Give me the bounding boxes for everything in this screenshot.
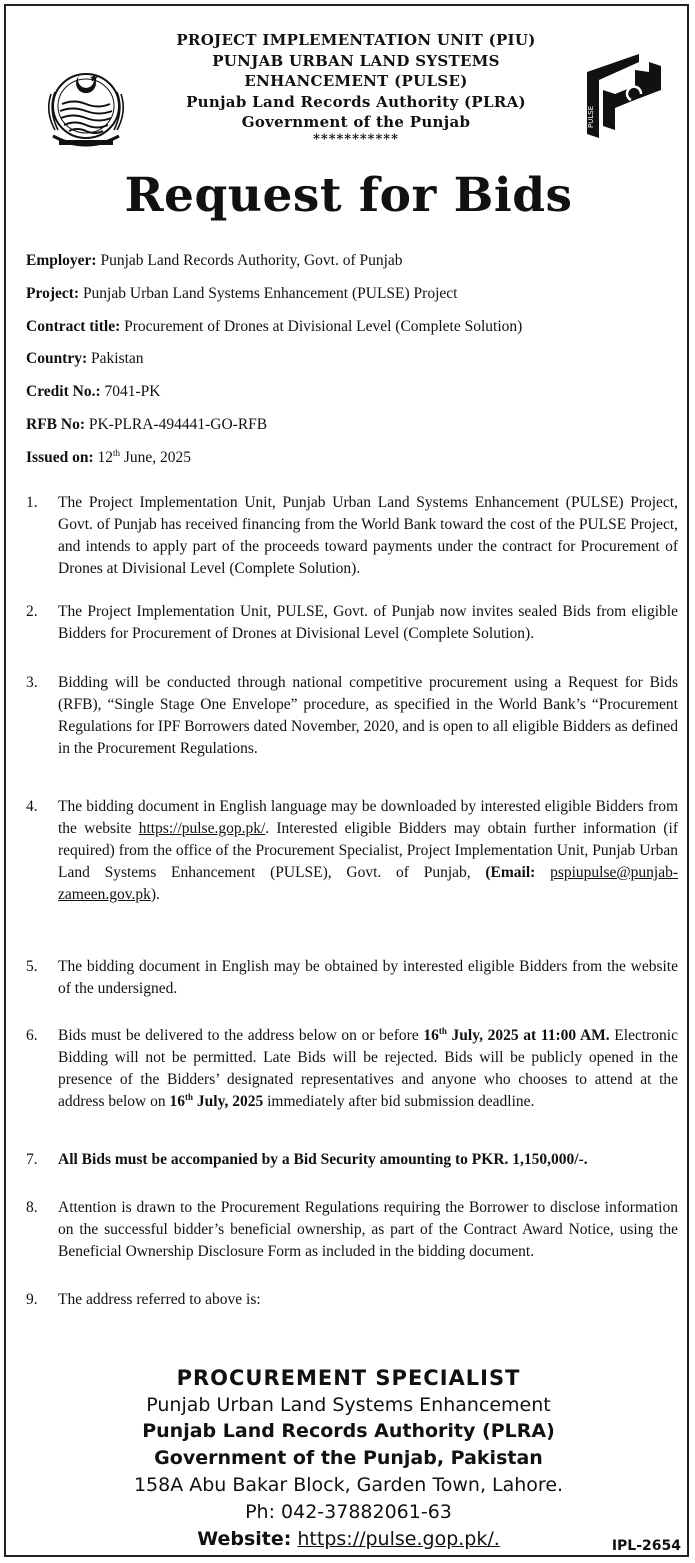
- item-text: [58, 1025, 678, 1113]
- item-number: 9.: [26, 1291, 38, 1308]
- header-line-plra: Punjab Land Records Authority (PLRA): [186, 92, 526, 111]
- meta-value-post: June, 2025: [120, 448, 192, 466]
- address-title: PROCUREMENT SPECIALIST: [176, 1366, 521, 1390]
- item-5: [26, 956, 678, 1025]
- address-line-plra: Punjab Land Records Authority (PLRA): [142, 1420, 555, 1442]
- bid-opening-date: [170, 1093, 264, 1110]
- item-4-text-2: . Interested eligible Bidders may obtain further information (if required) from the office of the Procurement Specialist, Project Implementation Unit, Punjab Urban Land Systems Enhancement (PULSE), Govt. of Punjab,: [58, 820, 678, 881]
- item-text: All Bids must be accompanied by a Bid Security amounting to PKR. 1,150,000/-.: [58, 1151, 588, 1168]
- address-line-phone: Ph: 042-37882061-63: [245, 1501, 452, 1523]
- item-6-text-3: immediately after bid submission deadline.: [263, 1093, 535, 1110]
- item-6-text-1: Bids must be delivered to the address below on or before: [58, 1027, 424, 1044]
- header: [6, 6, 687, 172]
- bid-deadline-rest: July, 2025 at 11:00 AM.: [446, 1027, 610, 1044]
- item-7: [26, 1149, 678, 1197]
- bid-deadline-sup: th: [438, 1025, 447, 1036]
- item-2: [26, 601, 678, 672]
- item-number: 7.: [26, 1151, 38, 1168]
- meta-value: Procurement of Drones at Divisional Level (Complete Solution): [120, 317, 523, 335]
- item-number: 1.: [26, 494, 38, 511]
- meta-credit-no: [26, 381, 676, 414]
- item-text: The address referred to above is:: [58, 1291, 261, 1308]
- punjab-government-emblem-icon: [39, 64, 133, 150]
- advertisement-page: [4, 4, 689, 1557]
- email-link[interactable]: pspiupulse@punjab-zameen.gov.pk: [58, 864, 678, 903]
- meta-value-sup: th: [113, 447, 121, 458]
- bid-opening-day: 16: [169, 1093, 185, 1110]
- meta-value: 7041-PK: [100, 383, 161, 401]
- item-number: 5.: [26, 958, 38, 975]
- address-line-street: 158A Abu Bakar Block, Garden Town, Lahore.: [133, 1474, 564, 1496]
- header-line-government: Government of the Punjab: [241, 113, 471, 131]
- meta-label: RFB No:: [26, 415, 85, 433]
- item-number: 2.: [26, 603, 38, 620]
- meta-label: Country:: [26, 350, 88, 368]
- address-line-pulse: Punjab Urban Land Systems Enhancement: [146, 1394, 551, 1416]
- meta-employer: [26, 250, 676, 283]
- item-text: The Project Implementation Unit, PULSE, Govt. of Punjab now invites sealed Bids from eligible Bidders for Procurement of Drones at Divisional Level (Complete Solution).: [58, 603, 678, 642]
- item-number: 3.: [26, 674, 38, 691]
- item-text: Bidding will be conducted through national competitive procurement using a Request for Bids (RFB), “Single Stage One Envelope” procedure, as specified in the World Bank’s “Procurement Regulations for IPF Borrowers dated November, 2020, and is open to all eligible Bidders as defined in the Procurement Regulations.: [58, 674, 678, 757]
- meta-label: Project:: [26, 284, 80, 302]
- item-8: [26, 1197, 678, 1289]
- address-line-website: [6, 1526, 691, 1553]
- meta-country: [26, 348, 676, 381]
- address-block: [6, 1364, 691, 1553]
- meta-block: [26, 250, 676, 480]
- header-stars: ***********: [313, 131, 399, 147]
- item-4-text-1: The bidding document in English language may be downloaded by interested eligible Bidders from the website: [58, 798, 678, 837]
- meta-contract-title: [26, 316, 676, 349]
- item-6-text-2: Electronic Bidding will not be permitted. Late Bids will be rejected. Bids will be publicly opened in the presence of the Bidders’ designated representatives and anyone who chooses to attend at the address below on: [58, 1027, 678, 1110]
- page-title: Request for Bids: [124, 168, 573, 223]
- item-text: The bidding document in English may be obtained by interested eligible Bidders from the website of the undersigned.: [58, 958, 678, 997]
- item-number: 4.: [26, 798, 38, 815]
- meta-value: Pakistan: [87, 350, 144, 368]
- address-line-government: Government of the Punjab, Pakistan: [154, 1447, 543, 1469]
- item-6: [26, 1025, 678, 1149]
- item-text: Attention is drawn to the Procurement Regulations requiring the Borrower to disclose information on the successful bidder’s beneficial ownership, as part of the Contract Award Notice, using the Beneficial Ownership Disclosure Form as included in the bidding document.: [58, 1199, 678, 1260]
- reference-code: IPL-2654: [611, 1538, 681, 1554]
- item-1: [26, 492, 678, 601]
- header-text: [126, 30, 586, 147]
- numbered-items: [26, 492, 678, 1313]
- header-line-pulse-2: ENHANCEMENT (PULSE): [244, 72, 468, 90]
- meta-value: Punjab Urban Land Systems Enhancement (PULSE) Project: [79, 284, 458, 302]
- item-text: The Project Implementation Unit, Punjab Urban Land Systems Enhancement (PULSE) Project, Govt. of Punjab has received financing from the World Bank toward the cost of the PULSE Project, and intends to apply part of the proceeds toward payments under the contract for Procurement of Drones at Divisional Level (Complete Solution).: [58, 494, 678, 577]
- item-4: [26, 796, 678, 956]
- bid-deadline-day: 16: [423, 1027, 439, 1044]
- website-label: Website:: [197, 1528, 292, 1550]
- item-9: [26, 1289, 678, 1313]
- meta-project: [26, 283, 676, 316]
- meta-label: Contract title:: [26, 317, 121, 335]
- pulse-logo-text: PULSE: [587, 105, 595, 128]
- item-number: 6.: [26, 1027, 38, 1044]
- bid-opening-sup: th: [185, 1091, 194, 1102]
- bid-deadline: [423, 1027, 609, 1044]
- item-3: [26, 672, 678, 796]
- meta-value: PK-PLRA-494441-GO-RFB: [84, 415, 268, 433]
- bid-opening-rest: July, 2025: [193, 1093, 264, 1110]
- meta-value-pre: 12: [93, 448, 113, 466]
- website-link[interactable]: https://pulse.gop.pk/: [138, 820, 266, 837]
- meta-label: Employer:: [26, 252, 97, 269]
- pulse-logo-icon: [579, 50, 665, 140]
- meta-issued-on: [26, 447, 676, 480]
- item-4-text-3: ).: [150, 886, 160, 903]
- meta-label: Issued on:: [26, 448, 94, 466]
- header-line-piu: PROJECT IMPLEMENTATION UNIT (PIU): [176, 31, 536, 49]
- header-line-pulse-1: PUNJAB URBAN LAND SYSTEMS: [212, 51, 500, 70]
- meta-rfb-no: [26, 414, 676, 447]
- item-text: [58, 796, 678, 906]
- meta-label: Credit No.:: [26, 383, 101, 401]
- item-number: 8.: [26, 1199, 38, 1216]
- email-label: (Email:: [485, 864, 536, 881]
- footer-website-link[interactable]: https://pulse.gop.pk/.: [297, 1528, 500, 1550]
- meta-value: Punjab Land Records Authority, Govt. of Punjab: [96, 252, 403, 269]
